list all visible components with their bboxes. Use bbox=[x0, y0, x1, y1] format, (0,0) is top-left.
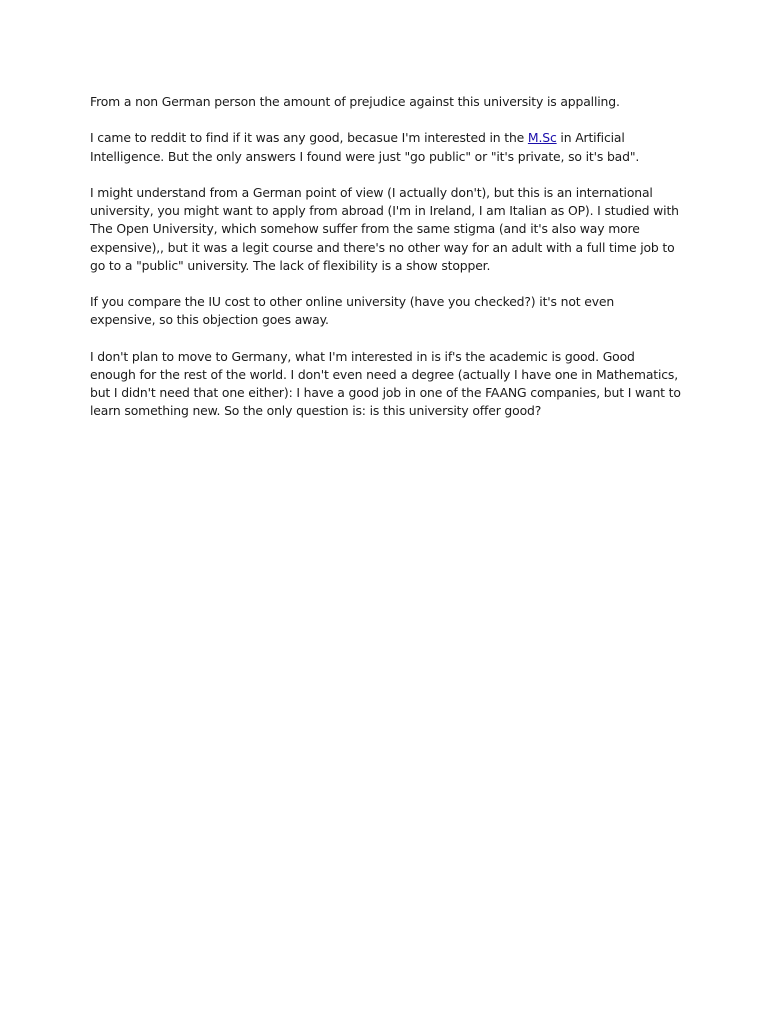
paragraph-1: From a non German person the amount of prejudice against this university is appalling. bbox=[90, 94, 620, 109]
paragraph-4: If you compare the IU cost to other online university (have you checked?) it's not even expensive, so this objection goes away. bbox=[90, 294, 615, 328]
paragraph-2-text-start: I came to reddit to find if it was any good, becasue I'm interested in the bbox=[90, 130, 528, 146]
paragraph-2 bbox=[90, 129, 682, 165]
msc-link[interactable]: M.Sc bbox=[527, 130, 557, 146]
document-body bbox=[90, 93, 682, 439]
paragraph-2-text-end: in Artificial Intelligence. But the only answers I found were just "go public" or "it's private, so it's bad". bbox=[90, 130, 640, 164]
paragraph-5: I don't plan to move to Germany, what I'm interested in is if's the academic is good. Good enough for the rest of the world. I don't even need a degree (actually I have one in Mathematics, but I didn't need that one either): I have a good job in one of the FAANG companies, but I want to learn something new. So the only question is: is this university offer good? bbox=[90, 348, 681, 419]
paragraph-3: I might understand from a German point of view (I actually don't), but this is an international university, you might want to apply from abroad (I'm in Ireland, I am Italian as OP). I studied with The Open University, which somehow suffer from the same stigma (and it's also way more expensive),, but it was a legit course and there's no other way for an adult with a full time job to go to a "public" university. The lack of flexibility is a show stopper. bbox=[90, 184, 679, 273]
